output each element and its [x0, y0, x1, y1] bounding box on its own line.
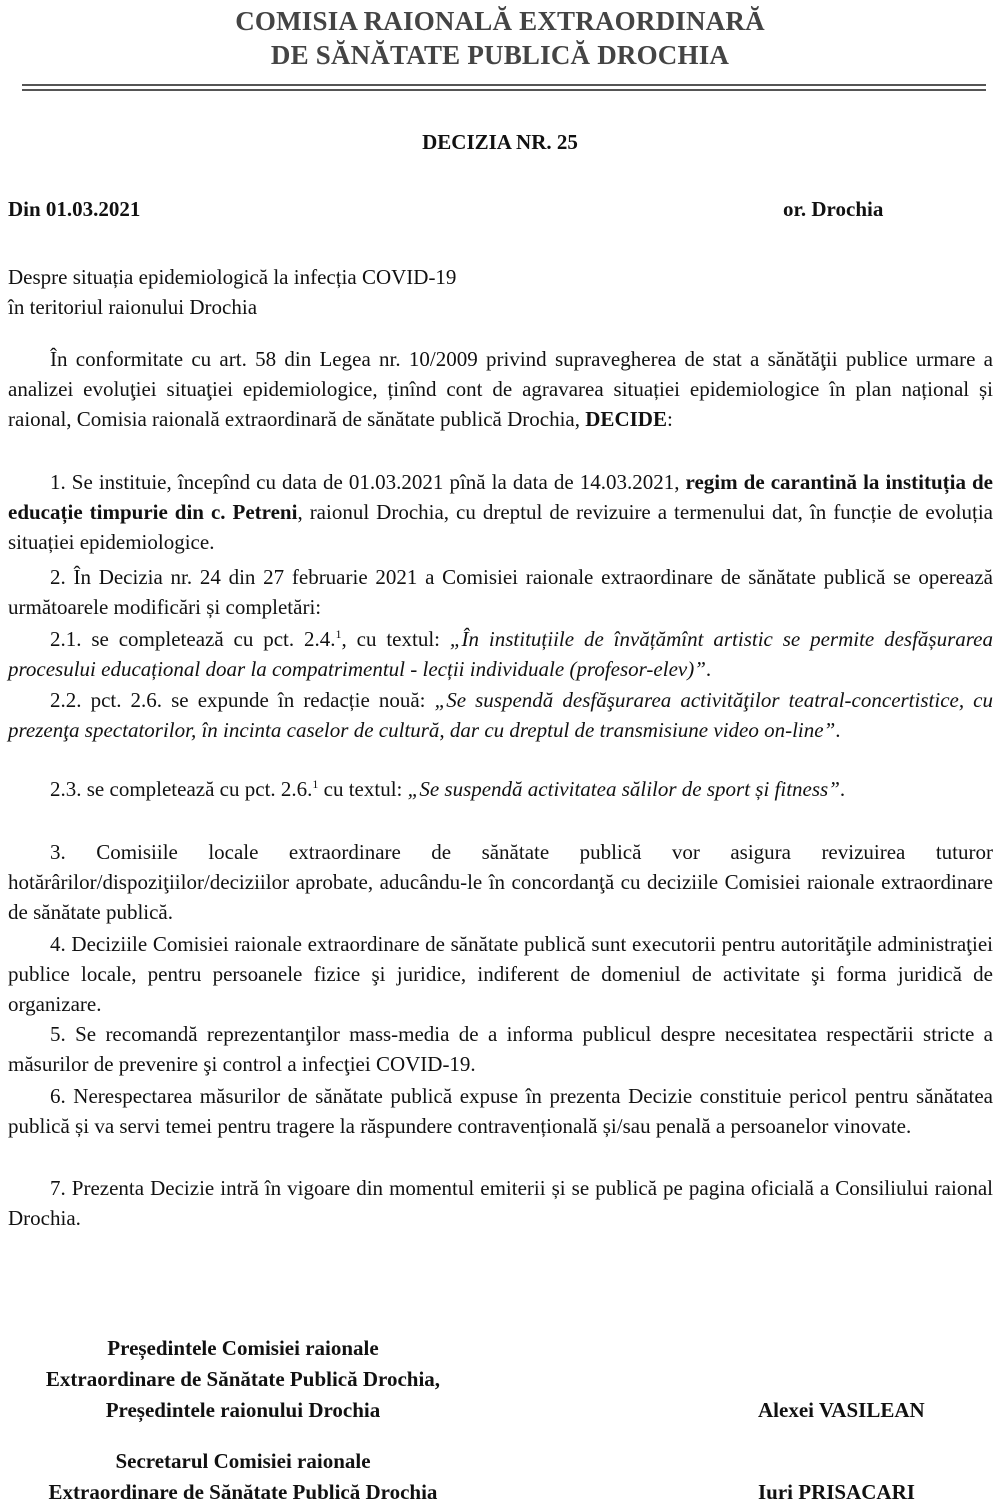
header-line-2: DE SĂNĂTATE PUBLICĂ DROCHIA — [270, 40, 730, 70]
item-2-3-sup: 1 — [312, 777, 319, 791]
preamble-text: În conformitate cu art. 58 din Legea nr. 10/2009 privind supravegherea de stat a sănătăţii publice urmare a analizei evoluţiei situaţiei epidemiologice, ținînd cont de agravarea situației epidemiologice în plan național și raional, Comisia raională extraordinară de sănătate publică Drochia, — [8, 347, 993, 431]
item-3: 3. Comisiile locale extraordinare de sănătate publică vor asigura revizuirea tuturor hotărârilor/dispoziţiilor/deciziilor aprobate, aducându-le în concordanţă cu deciziile Comisiei raionale extraordinare de sănătate publică. — [8, 840, 993, 924]
item-2-2-post: . — [835, 718, 841, 742]
item-2-3-pre: 2.3. se completează cu pct. 2.6. — [50, 777, 313, 801]
item-2-1 — [8, 624, 993, 684]
item-2-2-pre: 2.2. pct. 2.6. se expunde în redacție nouă: — [50, 688, 435, 712]
secretary-title-1: Secretarul Comisiei raionale — [115, 1449, 371, 1473]
item-2-2-quote: „Se suspendă desfăşurarea activităţilor teatral-concertistice, cu prezenţa spectatorilor, în incinta caselor de cultură, dar cu dreptul de transmisiune video on-line” — [8, 688, 993, 742]
item-2-2 — [8, 685, 993, 745]
preamble-colon: : — [666, 407, 673, 431]
president-name: Alexei VASILEAN — [758, 1398, 925, 1422]
item-2-3 — [8, 774, 993, 804]
item-5: 5. Se recomandă reprezentanţilor mass-media de a informa publicul despre necesitatea respectării stricte a măsurilor de prevenire şi control a infecţiei COVID-19. — [8, 1022, 993, 1076]
item-1-post: , raionul Drochia, cu dreptul de revizuire a termenului dat, în funcție de evoluția situației epidemiologice. — [8, 500, 993, 554]
secretary-signature-block — [8, 1446, 478, 1508]
secretary-title-2: Extraordinare de Sănătate Publică Drochia — [48, 1480, 438, 1504]
item-2-1-sup: 1 — [335, 627, 342, 641]
decision-place: or. Drochia — [783, 197, 884, 221]
subject-line-2: în teritoriul raionului Drochia — [8, 295, 258, 319]
item-2-1-pre: 2.1. se completează cu pct. 2.4. — [50, 627, 336, 651]
decision-title: DECIZIA NR. 25 — [422, 130, 578, 154]
item-1-bold: regim de carantină la instituția de educație timpurie din c. Petreni — [8, 470, 993, 524]
item-6: 6. Nerespectarea măsurilor de sănătate publică expuse în prezenta Decizie constituie pericol pentru sănătatea publică și va servi temei pentru tragere la răspundere contravențională și/sau penală a persoanelor vinovate. — [8, 1084, 993, 1138]
preamble — [8, 344, 993, 434]
header-line-1: COMISIA RAIONALĂ EXTRAORDINARĂ — [235, 6, 765, 36]
header-divider — [22, 84, 986, 91]
item-2-1-quote: „În instituțiile de învățămînt artistic se permite desfășurarea procesului educațional doar la compatrimentul - lecții individuale (profesor-elev)” — [8, 627, 993, 681]
president-title-3: Președintele raionului Drochia — [105, 1398, 381, 1422]
item-2-3-mid: cu textul: — [318, 777, 408, 801]
secretary-name: Iuri PRISACARI — [758, 1480, 915, 1504]
president-signature-block — [8, 1333, 478, 1426]
item-2-1-post: . — [705, 657, 712, 681]
item-1-pre: 1. Se instituie, începînd cu data de 01.03.2021 pînă la data de 14.03.2021, — [50, 470, 686, 494]
item-2-3-quote: „Se suspendă activitatea sălilor de sport și fitness” — [407, 777, 840, 801]
item-1 — [8, 467, 993, 557]
subject — [8, 262, 456, 322]
decision-date: Din 01.03.2021 — [8, 197, 141, 221]
decide-keyword: DECIDE — [585, 407, 667, 431]
item-2-1-mid: , cu textul: — [341, 627, 450, 651]
item-2-3-post: . — [839, 777, 846, 801]
president-title-1: Președintele Comisiei raionale — [107, 1336, 379, 1360]
president-title-2: Extraordinare de Sănătate Publică Drochia, — [45, 1367, 441, 1391]
item-2: 2. În Decizia nr. 24 din 27 februarie 2021 a Comisiei raionale extraordinare de sănătate publică se operează următoarele modificări și completări: — [8, 565, 993, 619]
item-7: 7. Prezenta Decizie intră în vigoare din momentul emiterii și se publică pe pagina oficială a Consiliului raional Drochia. — [8, 1176, 993, 1230]
subject-line-1: Despre situația epidemiologică la infecția COVID-19 — [8, 265, 457, 289]
item-4: 4. Deciziile Comisiei raionale extraordinare de sănătate publică sunt executorii pentru autorităţile administraţiei publice locale, pentru persoanele fizice şi juridice, indiferent de domeniul de activitate şi forma juridică de organizare. — [8, 932, 993, 1016]
